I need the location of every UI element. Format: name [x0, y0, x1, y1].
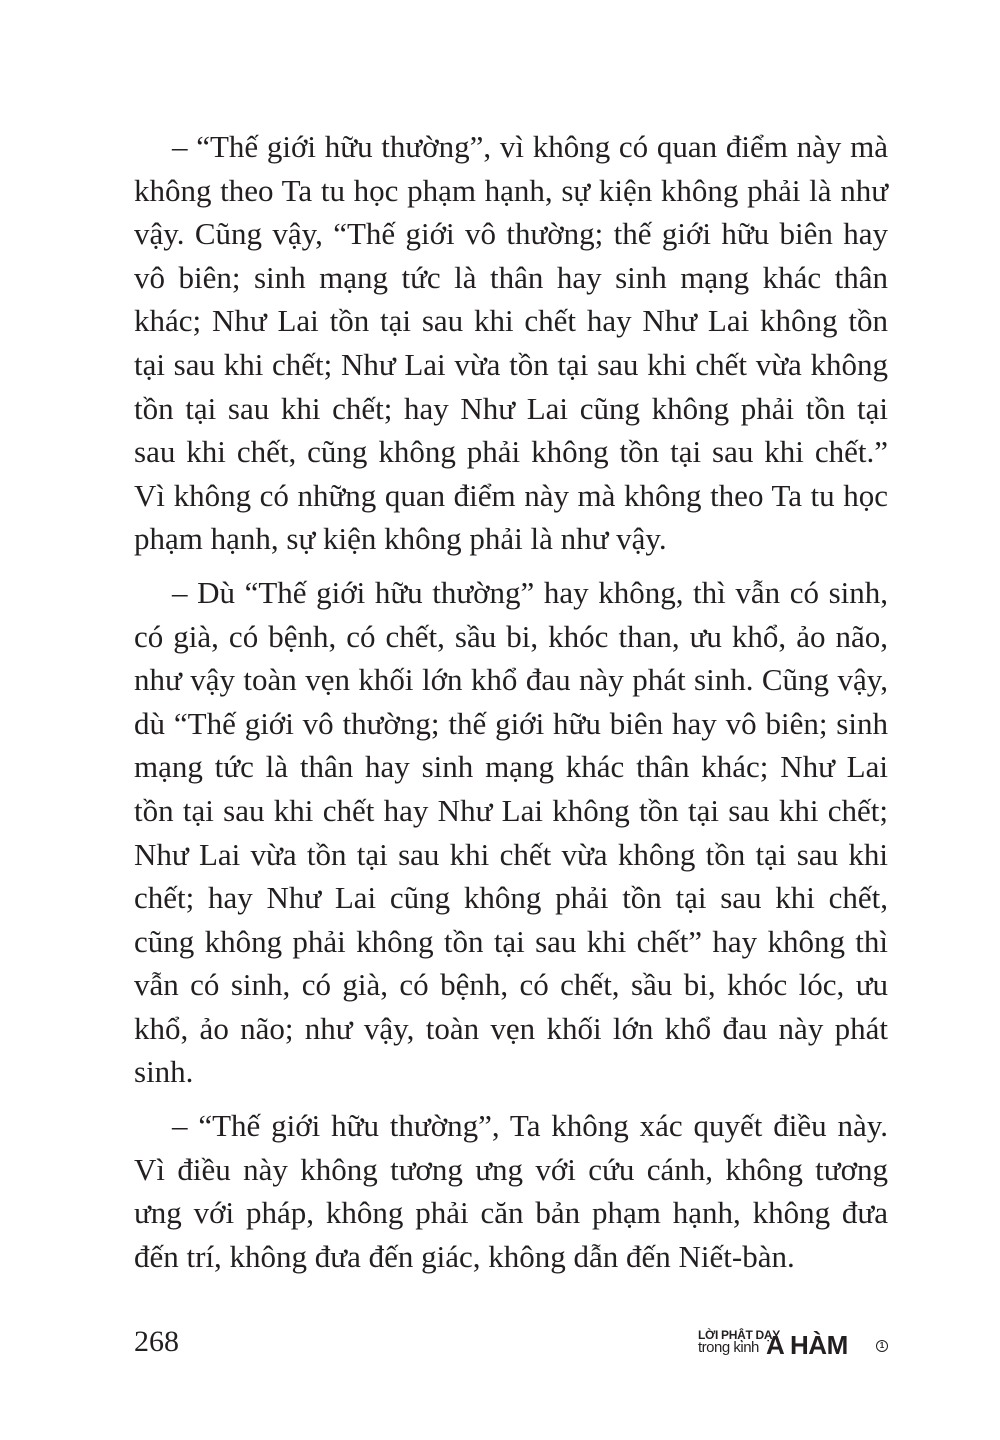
book-title-line2: trong kinh	[698, 1339, 759, 1356]
volume-number-badge: 1	[876, 1340, 888, 1352]
book-title-line1: LỜI PHẬT DẠY	[698, 1328, 780, 1342]
paragraph-2: – Dù “Thế giới hữu thường” hay không, thì vẫn có sinh, có già, có bệnh, có chết, sầu bi, khóc than, ưu khổ, ảo não, như vậy toàn vẹn khối lớn khổ đau này phát sinh. Cũng vậy, dù “Thế giới vô thường; thế giới hữu biên hay vô biên; sinh mạng tức là thân hay sinh mạng khác thân khác; Như Lai tồn tại sau khi chết hay Như Lai không tồn tại sau khi chết; Như Lai vừa tồn tại sau khi chết vừa không tồn tại sau khi chết; hay Như Lai cũng không phải tồn tại sau khi chết, cũng không phải không tồn tại sau khi chết” hay không thì vẫn có sinh, có già, có bệnh, có chết, sầu bi, khóc lóc, ưu khổ, ảo não; như vậy, toàn vẹn khối lớn khổ đau này phát sinh.	[134, 574, 888, 1090]
page-number: 268	[134, 1325, 179, 1358]
page-body-text	[134, 125, 888, 1288]
page-footer	[134, 1322, 888, 1366]
book-title-logo	[698, 1326, 888, 1362]
paragraph-1: – “Thế giới hữu thường”, vì không có quan điểm này mà không theo Ta tu học phạm hạnh, sự kiện không phải là như vậy. Cũng vậy, “Thế giới vô thường; thế giới hữu biên hay vô biên; sinh mạng tức là thân hay sinh mạng khác thân khác; Như Lai tồn tại sau khi chết hay Như Lai không tồn tại sau khi chết; Như Lai vừa tồn tại sau khi chết vừa không tồn tại sau khi chết; hay Như Lai cũng không phải tồn tại sau khi chết, cũng không phải không tồn tại sau khi chết.” Vì không có những quan điểm này mà không theo Ta tu học phạm hạnh, sự kiện không phải là như vậy.	[134, 129, 888, 557]
book-title-main: A HÀM	[766, 1330, 848, 1360]
paragraph-3: – “Thế giới hữu thường”, Ta không xác quyết điều này. Vì điều này không tương ưng với cứu cánh, không tương ưng với pháp, không phải căn bản phạm hạnh, không đưa đến trí, không đưa đến giác, không dẫn đến Niết-bàn.	[134, 1108, 888, 1274]
